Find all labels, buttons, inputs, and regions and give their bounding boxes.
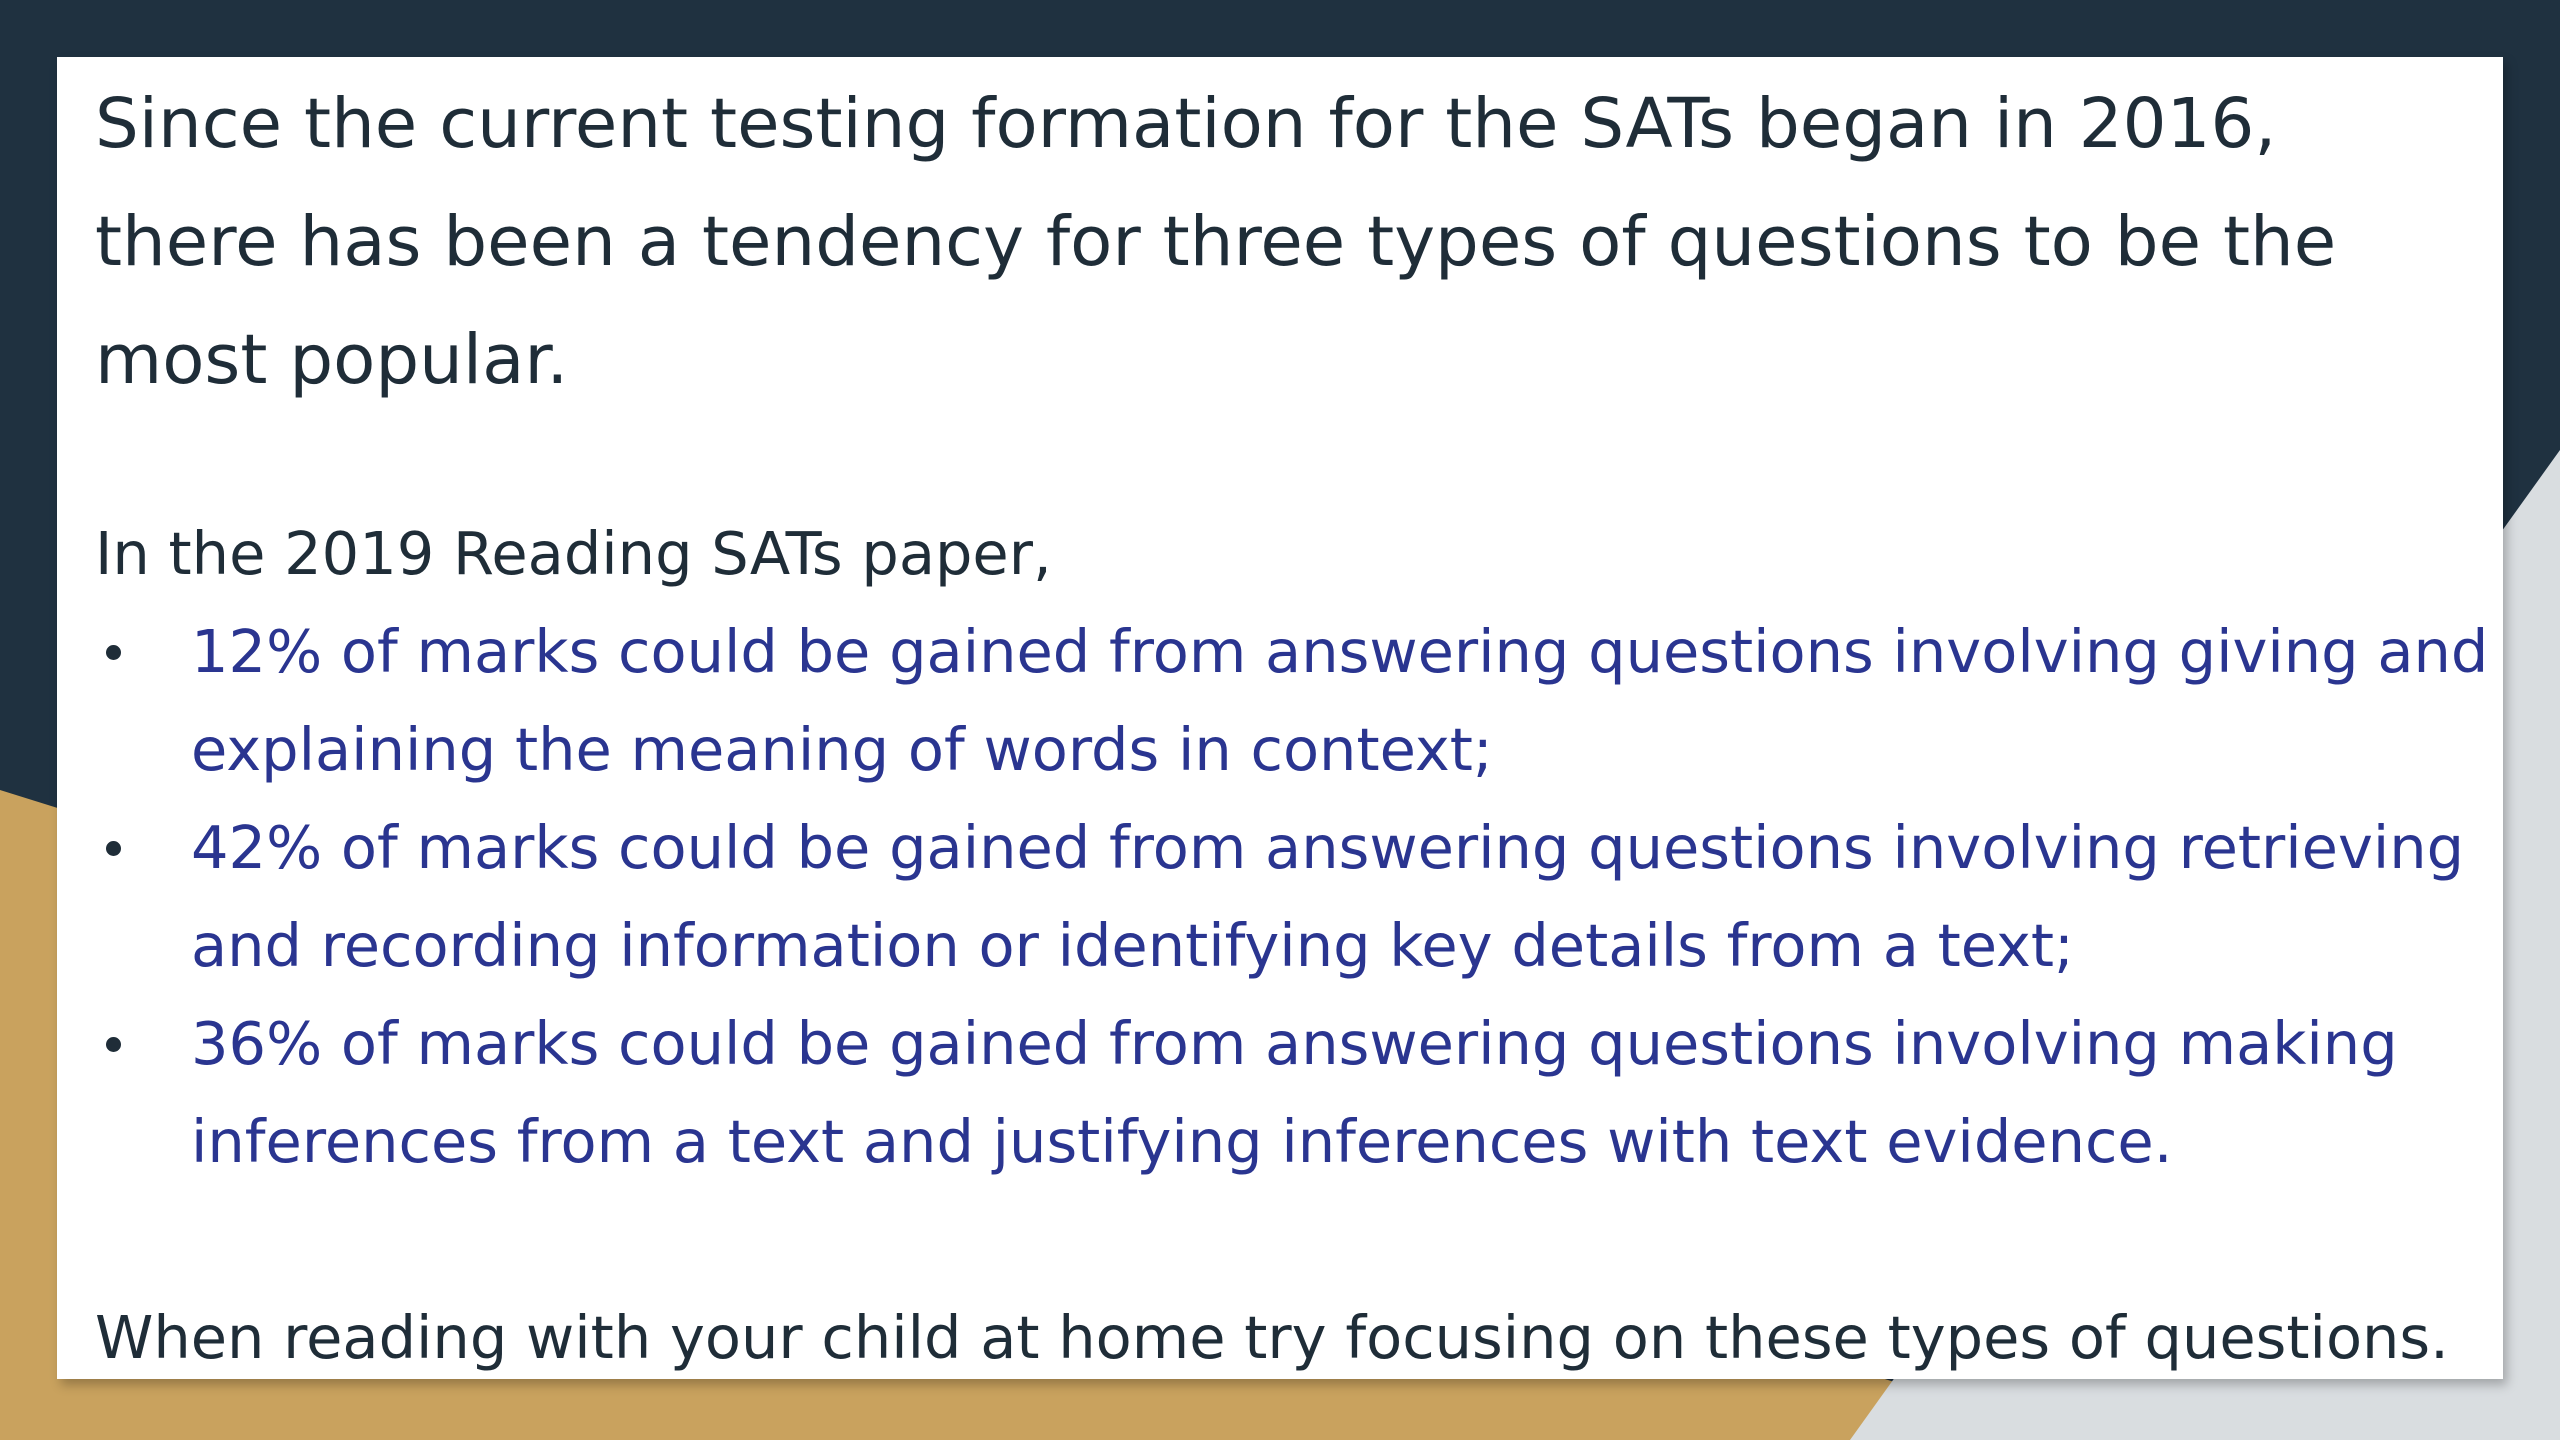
list-item [95, 603, 2503, 799]
closing-paragraph: When reading with your child at home try focusing on these types of questions. [95, 1303, 2449, 1372]
bullet-text: 42% of marks could be gained from answering questions involving retrieving and recording information or identifying key details from a text; [191, 813, 2465, 980]
bullet-list [95, 603, 2503, 1191]
lead-in-text: In the 2019 Reading SATs paper, [95, 519, 1052, 588]
bullet-icon [106, 1037, 121, 1052]
bullet-text: 36% of marks could be gained from answering questions involving making inferences from a text and justifying inferences with text evidence. [191, 1009, 2398, 1176]
slide-text-box [57, 57, 2503, 1379]
intro-paragraph: Since the current testing formation for the SATs began in 2016, there has been a tendency for three types of questions to be the most popular. [95, 84, 2337, 400]
bullet-icon [106, 841, 121, 856]
list-item [95, 799, 2503, 995]
bullet-text: 12% of marks could be gained from answering questions involving giving and explaining the meaning of words in context; [191, 617, 2489, 784]
bullet-icon [106, 645, 121, 660]
list-item [95, 995, 2503, 1191]
